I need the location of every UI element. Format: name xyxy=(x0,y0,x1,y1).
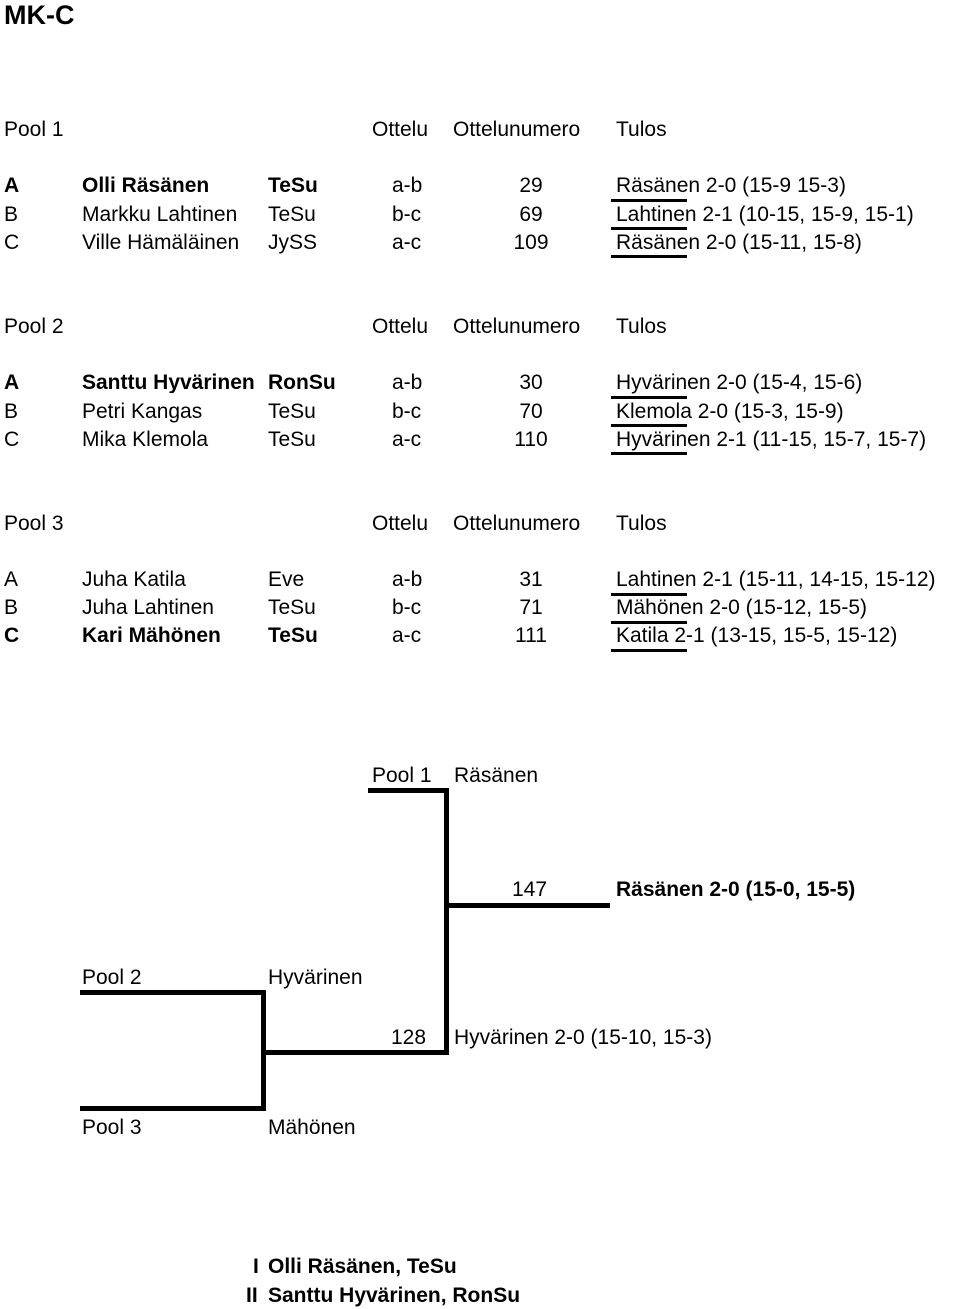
pool-2-title: Pool 2 xyxy=(4,315,64,338)
player-club: TeSu xyxy=(268,174,318,197)
match-ottelu: a-b xyxy=(392,174,423,197)
result-underline xyxy=(611,199,687,202)
player-club: TeSu xyxy=(268,203,316,226)
ottelunumero-header: Ottelunumero xyxy=(453,118,581,141)
result-underline xyxy=(611,396,687,399)
standing-text: Santtu Hyvärinen, RonSu xyxy=(268,1284,521,1307)
match-number: 111 xyxy=(515,624,547,647)
tulos-header: Tulos xyxy=(616,512,667,535)
ottelunumero-header: Ottelunumero xyxy=(453,315,581,338)
player-name: Santtu Hyvärinen xyxy=(82,372,255,393)
match-result: Hyvärinen 2-1 (11-15, 15-7, 15-7) xyxy=(616,428,927,451)
match-ottelu: a-c xyxy=(392,231,422,254)
result-underline xyxy=(611,621,687,624)
bracket-pool-2-winner: Hyvärinen xyxy=(268,966,363,989)
player-name: Juha Katila xyxy=(82,568,186,591)
match-result: Lahtinen 2-1 (10-15, 15-9, 15-1) xyxy=(616,203,914,226)
match-ottelu: a-c xyxy=(392,428,422,451)
match-number: 30 xyxy=(519,371,543,394)
match-number: 70 xyxy=(519,400,543,423)
player-letter: C xyxy=(4,231,20,254)
result-underline xyxy=(611,424,687,427)
player-club: Eve xyxy=(268,568,305,591)
player-name: Kari Mähönen xyxy=(82,624,221,647)
match-number: 31 xyxy=(519,568,543,591)
match-ottelu: b-c xyxy=(392,203,422,226)
tulos-header: Tulos xyxy=(616,315,667,338)
ottelu-header: Ottelu xyxy=(372,118,429,141)
bracket-line xyxy=(80,990,266,995)
bracket-line xyxy=(444,788,449,1052)
bracket-pool-1-label: Pool 1 xyxy=(372,764,432,787)
player-letter: B xyxy=(4,400,19,423)
final-match-number: 147 xyxy=(512,878,548,901)
player-name: Markku Lahtinen xyxy=(82,203,238,226)
match-number: 109 xyxy=(513,231,549,254)
player-club: RonSu xyxy=(268,371,336,394)
match-ottelu: b-c xyxy=(392,400,422,423)
player-club: TeSu xyxy=(268,400,316,423)
result-underline xyxy=(611,452,687,455)
result-underline xyxy=(611,227,687,230)
match-result: Räsänen 2-0 (15-9 15-3) xyxy=(616,174,846,197)
player-club: TeSu xyxy=(268,624,318,647)
match-ottelu: b-c xyxy=(392,596,422,619)
match-number: 29 xyxy=(519,174,543,197)
player-letter: A xyxy=(4,568,19,591)
page-title: MK-C xyxy=(4,0,75,30)
match-number: 110 xyxy=(514,428,548,451)
semi-match-number: 128 xyxy=(391,1026,427,1049)
bracket-pool-3-winner: Mähönen xyxy=(268,1116,356,1139)
player-club: TeSu xyxy=(268,596,316,619)
standing-text: Olli Räsänen, TeSu xyxy=(268,1255,457,1278)
player-name: Ville Hämäläinen xyxy=(82,231,240,254)
match-number: 71 xyxy=(519,596,543,619)
match-result: Lahtinen 2-1 (15-11, 14-15, 15-12) xyxy=(616,568,936,591)
bracket-line xyxy=(261,1050,449,1055)
match-result: Klemola 2-0 (15-3, 15-9) xyxy=(616,400,844,423)
player-club: JySS xyxy=(268,231,318,254)
player-letter: C xyxy=(4,624,20,647)
ottelu-header: Ottelu xyxy=(372,512,429,535)
ottelu-header: Ottelu xyxy=(372,315,429,338)
player-club: TeSu xyxy=(268,428,316,451)
bracket-pool-3-label: Pool 3 xyxy=(82,1116,142,1139)
match-result: Hyvärinen 2-0 (15-4, 15-6) xyxy=(616,371,863,394)
player-name: Juha Lahtinen xyxy=(82,596,214,619)
match-result: Räsänen 2-0 (15-11, 15-8) xyxy=(616,231,862,254)
match-result: Mähönen 2-0 (15-12, 15-5) xyxy=(616,596,867,619)
bracket-line xyxy=(444,903,610,908)
standing-rank: II xyxy=(246,1284,258,1307)
tulos-header: Tulos xyxy=(616,118,667,141)
result-underline xyxy=(611,593,687,596)
match-result: Katila 2-1 (13-15, 15-5, 15-12) xyxy=(616,624,898,647)
player-letter: C xyxy=(4,428,20,451)
player-name: Petri Kangas xyxy=(82,400,203,423)
player-name: Mika Klemola xyxy=(82,428,209,451)
player-name: Olli Räsänen xyxy=(82,174,210,197)
match-ottelu: a-c xyxy=(392,624,422,647)
pool-1-title: Pool 1 xyxy=(4,118,64,141)
match-ottelu: a-b xyxy=(392,371,423,394)
match-ottelu: a-b xyxy=(392,568,423,591)
semi-result: Hyvärinen 2-0 (15-10, 15-3) xyxy=(454,1026,712,1049)
standing-rank: I xyxy=(253,1255,259,1278)
final-result: Räsänen 2-0 (15-0, 15-5) xyxy=(616,878,856,901)
pool-3-title: Pool 3 xyxy=(4,512,64,535)
bracket-line xyxy=(368,788,448,793)
match-number: 69 xyxy=(519,203,543,226)
result-underline xyxy=(611,255,687,258)
bracket-line xyxy=(80,1106,266,1111)
player-letter: B xyxy=(4,596,19,619)
player-letter: A xyxy=(4,371,20,394)
player-letter: B xyxy=(4,203,19,226)
bracket-pool-1-winner: Räsänen xyxy=(454,764,539,787)
result-underline xyxy=(611,649,687,652)
player-letter: A xyxy=(4,174,20,197)
bracket-pool-2-label: Pool 2 xyxy=(82,966,142,989)
ottelunumero-header: Ottelunumero xyxy=(453,512,581,535)
